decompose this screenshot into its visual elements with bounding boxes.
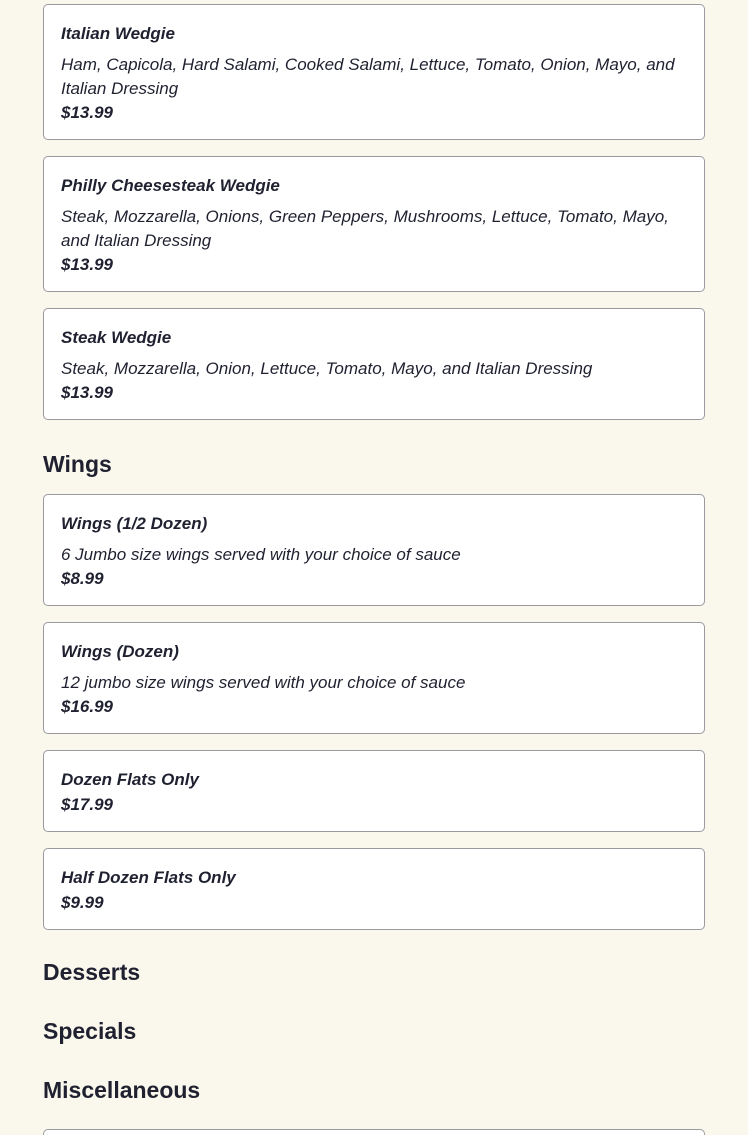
menu-item-card[interactable] bbox=[43, 750, 705, 832]
menu-item-card[interactable] bbox=[43, 308, 705, 420]
item-name: Philly Cheesesteak Wedgie bbox=[61, 176, 280, 195]
item-name: Steak Wedgie bbox=[61, 328, 172, 347]
section-heading-specials: Specials bbox=[43, 1018, 137, 1044]
section-heading-desserts: Desserts bbox=[43, 959, 141, 985]
item-description: 12 jumbo size wings served with your choice of sauce bbox=[61, 673, 466, 692]
item-price: $13.99 bbox=[61, 255, 113, 274]
item-description: Ham, Capicola, Hard Salami, Cooked Salami, Lettuce, Tomato, Onion, Mayo, and Italian Dressing bbox=[61, 55, 675, 98]
item-name: Wings (Dozen) bbox=[61, 642, 179, 661]
item-description: Steak, Mozzarella, Onions, Green Peppers, Mushrooms, Lettuce, Tomato, Mayo, and Italian Dressing bbox=[61, 207, 669, 250]
menu-item-card[interactable] bbox=[43, 848, 705, 930]
menu-item-card-partial bbox=[43, 1129, 705, 1135]
item-price: $17.99 bbox=[61, 795, 113, 814]
menu-item-card[interactable] bbox=[43, 494, 705, 606]
section-heading-miscellaneous: Miscellaneous bbox=[43, 1077, 201, 1103]
item-price: $16.99 bbox=[61, 697, 113, 716]
item-price: $13.99 bbox=[61, 383, 113, 402]
item-name: Dozen Flats Only bbox=[61, 770, 199, 789]
item-price: $8.99 bbox=[61, 569, 104, 588]
section-heading-wings: Wings bbox=[43, 451, 112, 477]
item-name: Wings (1/2 Dozen) bbox=[61, 514, 208, 533]
menu-item-card[interactable] bbox=[43, 622, 705, 734]
item-price: $9.99 bbox=[61, 893, 104, 912]
item-price: $13.99 bbox=[61, 103, 113, 122]
item-description: 6 Jumbo size wings served with your choice of sauce bbox=[61, 545, 461, 564]
item-name: Half Dozen Flats Only bbox=[61, 868, 236, 887]
menu-list bbox=[43, 4, 705, 1104]
item-description: Steak, Mozzarella, Onion, Lettuce, Tomato, Mayo, and Italian Dressing bbox=[61, 359, 593, 378]
menu-item-card[interactable] bbox=[43, 156, 705, 292]
item-name: Italian Wedgie bbox=[61, 24, 175, 43]
menu-item-card[interactable] bbox=[43, 4, 705, 140]
